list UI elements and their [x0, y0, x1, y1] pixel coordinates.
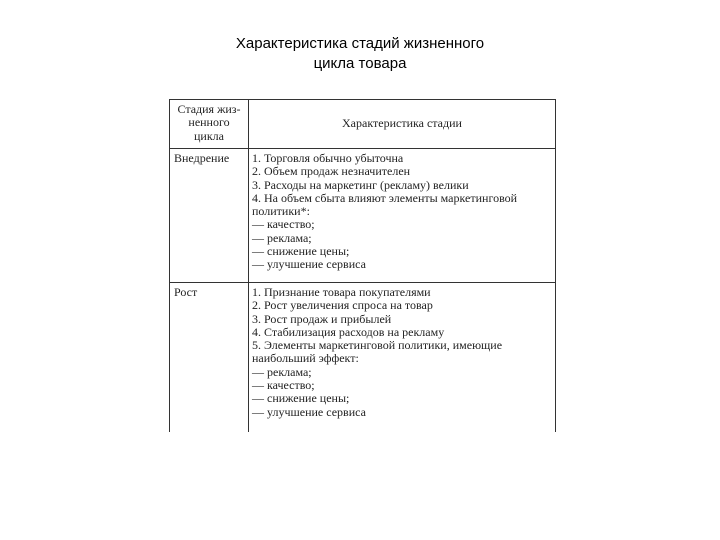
introduction-characteristics [252, 152, 517, 272]
characteristic-line: — снижение цены; [252, 244, 350, 259]
growth-characteristics [252, 286, 502, 419]
stage-name-introduction: Внедрение [174, 151, 230, 165]
header-stage-cell [170, 103, 248, 143]
header-stage-line: ненного [188, 115, 230, 130]
header-row-divider [170, 148, 555, 149]
characteristic-line: 1. Торговля обычно убыточна [252, 151, 404, 165]
characteristic-line: наибольший эффект: [252, 351, 359, 366]
header-stage-line: Стадия жиз- [177, 102, 241, 116]
characteristic-line: — качество; [252, 217, 315, 232]
characteristic-line: 4. На объем сбыта влияют элементы маркетинговой [252, 190, 518, 205]
slide-title-line-1: Характеристика стадий жизненного [235, 35, 485, 52]
column-divider [248, 100, 249, 432]
characteristic-line: 2. Рост увеличения спроса на товар [252, 298, 433, 313]
header-stage-line: цикла [194, 128, 224, 143]
characteristic-line: — улучшение сервиса [252, 404, 366, 419]
row-divider [170, 282, 555, 283]
characteristic-line: 3. Рост продаж и прибылей [252, 311, 392, 326]
characteristic-line: 1. Признание товара покупателями [252, 285, 431, 299]
characteristic-line: 2. Объем продаж незначителен [252, 164, 411, 179]
characteristic-line: — улучшение сервиса [252, 257, 366, 272]
stage-characteristics-table [169, 99, 556, 432]
characteristic-line: — качество; [252, 378, 315, 393]
slide-title [160, 34, 560, 74]
characteristic-line: политики*: [252, 204, 310, 219]
characteristic-line: 5. Элементы маркетинговой политики, имеющие [252, 338, 503, 353]
stage-name-growth: Рост [174, 285, 198, 299]
characteristic-line: — реклама; [252, 230, 312, 245]
header-characteristic-cell: Характеристика стадии [342, 116, 462, 130]
characteristic-line: — снижение цены; [252, 391, 350, 406]
characteristic-line: — реклама; [252, 364, 312, 379]
characteristic-line: 3. Расходы на маркетинг (рекламу) велики [252, 177, 469, 192]
slide-title-line-2: цикла товара [313, 55, 407, 72]
characteristic-line: 4. Стабилизация расходов на рекламу [252, 324, 445, 339]
